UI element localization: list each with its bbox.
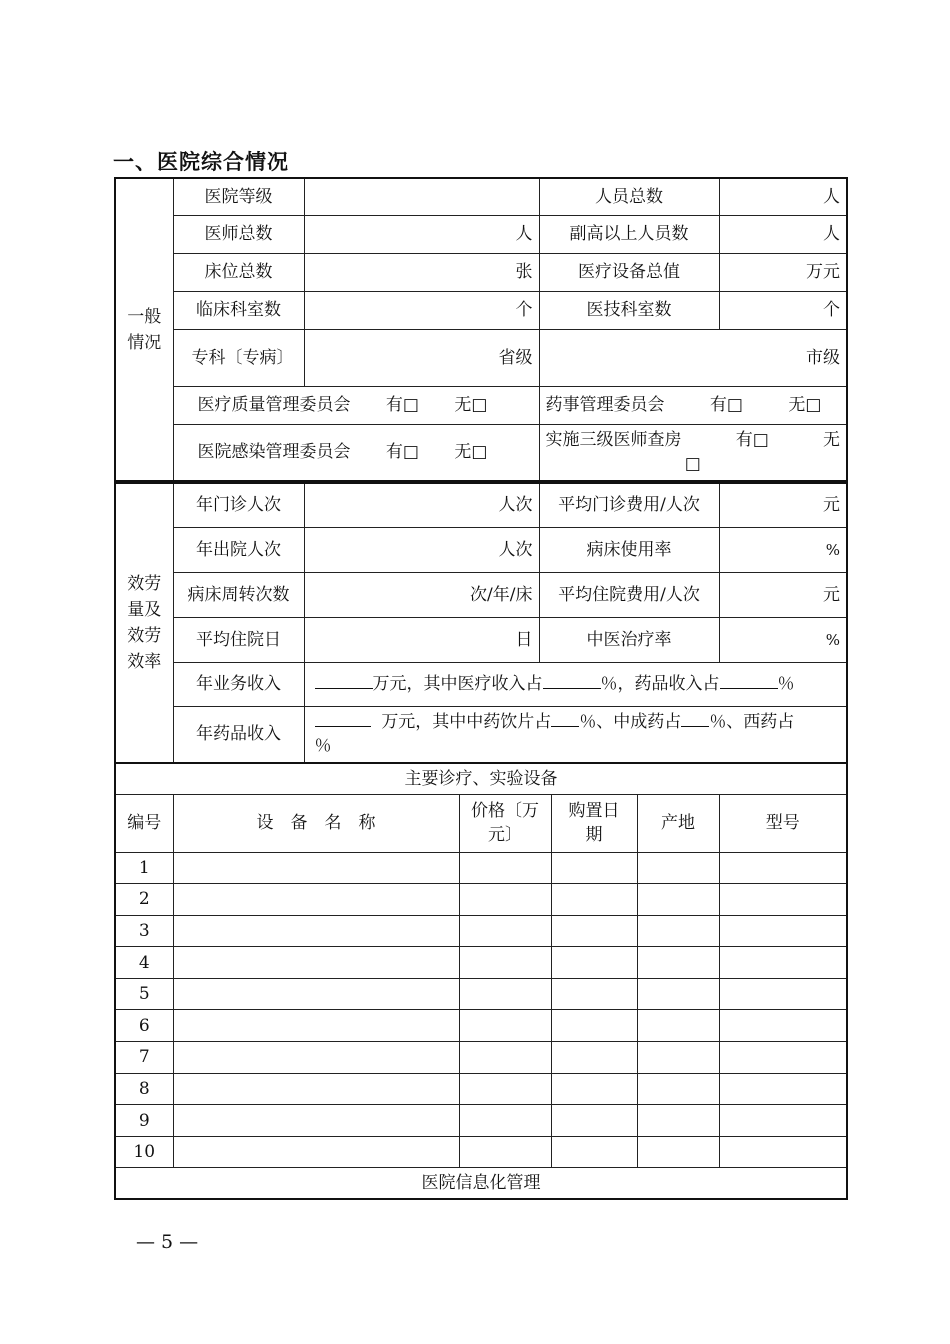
row-number: 10 <box>115 1136 173 1168</box>
equipment-price-cell[interactable] <box>459 1042 551 1074</box>
equipment-model-cell[interactable] <box>719 1136 847 1168</box>
header-price: 价格〔万元〕 <box>459 794 551 852</box>
drug-text-c: ％、西药占 <box>709 712 795 733</box>
equipment-price-cell[interactable] <box>459 852 551 884</box>
beds-label: 床位总数 <box>173 253 304 291</box>
equip-value-label: 医疗设备总值 <box>539 253 719 291</box>
equipment-name-cell[interactable] <box>173 947 459 979</box>
equipment-origin-cell[interactable] <box>637 1073 719 1105</box>
equipment-name-cell[interactable] <box>173 978 459 1010</box>
equipment-model-cell[interactable] <box>719 884 847 916</box>
row-number: 8 <box>115 1073 173 1105</box>
annual-revenue-label: 年业务收入 <box>173 662 304 706</box>
equipment-price-cell[interactable] <box>459 1010 551 1042</box>
rounds-no-box[interactable]: □ <box>684 454 701 475</box>
equipment-price-cell[interactable] <box>459 884 551 916</box>
infection-committee-label: 医院感染管理委员会 <box>197 442 351 463</box>
medical-pct-blank[interactable] <box>543 672 601 689</box>
row-number: 9 <box>115 1105 173 1137</box>
equipment-name-cell[interactable] <box>173 1105 459 1137</box>
doctor-total-field[interactable]: 人 <box>304 215 539 253</box>
equipment-origin-cell[interactable] <box>637 1136 719 1168</box>
equipment-price-cell[interactable] <box>459 978 551 1010</box>
infection-committee-row <box>173 424 539 481</box>
equipment-model-cell[interactable] <box>719 1073 847 1105</box>
table-row <box>115 1073 847 1105</box>
equipment-origin-cell[interactable] <box>637 1042 719 1074</box>
doctor-total-label: 医师总数 <box>173 215 304 253</box>
pharmacy-no[interactable]: 无□ <box>788 395 822 415</box>
equipment-header-row <box>115 794 847 852</box>
city-field[interactable]: 市级 <box>539 329 847 386</box>
equipment-model-cell[interactable] <box>719 1042 847 1074</box>
equipment-model-cell[interactable] <box>719 852 847 884</box>
drug-text-d: ％ <box>314 736 332 757</box>
herbal-pct-blank[interactable] <box>551 710 579 727</box>
avg-outpatient-cost-field[interactable]: 元 <box>719 483 847 527</box>
equipment-title: 主要诊疗、实验设备 <box>115 763 847 794</box>
row-number: 5 <box>115 978 173 1010</box>
info-mgmt-title: 医院信息化管理 <box>115 1168 847 1199</box>
bed-turnover-label: 病床周转次数 <box>173 572 304 617</box>
tcm-rate-label: 中医治疗率 <box>539 617 719 662</box>
clinic-depts-field[interactable]: 个 <box>304 291 539 329</box>
equipment-model-cell[interactable] <box>719 1105 847 1137</box>
bed-turnover-field[interactable]: 次/年/床 <box>304 572 539 617</box>
equipment-origin-cell[interactable] <box>637 1105 719 1137</box>
table-row <box>115 1042 847 1074</box>
pharmacy-committee-row <box>539 386 847 424</box>
staff-total-field[interactable]: 人 <box>719 178 847 215</box>
pharmacy-yes[interactable]: 有□ <box>709 395 743 415</box>
row-number: 4 <box>115 947 173 979</box>
senior-staff-field[interactable]: 人 <box>719 215 847 253</box>
equipment-date-cell[interactable] <box>551 915 637 947</box>
equipment-price-cell[interactable] <box>459 947 551 979</box>
drug-blank[interactable] <box>315 710 371 727</box>
section-title: 一、医院综合情况 <box>113 150 289 174</box>
header-date: 购置日期 <box>551 794 637 852</box>
quality-yes[interactable]: 有□ <box>385 395 419 415</box>
tcm-rate-field[interactable]: % <box>719 617 847 662</box>
row-number: 1 <box>115 852 173 884</box>
equipment-name-cell[interactable] <box>173 915 459 947</box>
equipment-table <box>114 762 848 1200</box>
table-row <box>115 1105 847 1137</box>
bed-usage-field[interactable]: % <box>719 527 847 572</box>
equipment-date-cell[interactable] <box>551 1042 637 1074</box>
provincial-field[interactable]: 省级 <box>304 329 539 386</box>
equipment-price-cell[interactable] <box>459 1136 551 1168</box>
annual-drug-label: 年药品收入 <box>173 706 304 763</box>
equipment-name-cell[interactable] <box>173 1136 459 1168</box>
tech-depts-field[interactable]: 个 <box>719 291 847 329</box>
avg-stay-label: 平均住院日 <box>173 617 304 662</box>
avg-stay-field[interactable]: 日 <box>304 617 539 662</box>
equipment-date-cell[interactable] <box>551 884 637 916</box>
efficiency-table <box>114 482 848 764</box>
patent-pct-blank[interactable] <box>681 710 709 727</box>
hospital-level-field[interactable] <box>304 178 539 215</box>
equipment-price-cell[interactable] <box>459 1105 551 1137</box>
equipment-origin-cell[interactable] <box>637 852 719 884</box>
header-name: 设 备 名 称 <box>173 794 459 852</box>
rounds-row <box>539 424 847 481</box>
equipment-price-cell[interactable] <box>459 1073 551 1105</box>
equipment-date-cell[interactable] <box>551 852 637 884</box>
header-number: 编号 <box>115 794 173 852</box>
revenue-text-a: 万元，其中医疗收入占 <box>372 674 543 694</box>
table-row <box>115 915 847 947</box>
staff-total-label: 人员总数 <box>539 178 719 215</box>
row-number: 7 <box>115 1042 173 1074</box>
equipment-date-cell[interactable] <box>551 978 637 1010</box>
table-row <box>115 978 847 1010</box>
equipment-name-cell[interactable] <box>173 884 459 916</box>
annual-revenue-field[interactable] <box>304 662 847 706</box>
equipment-price-cell[interactable] <box>459 915 551 947</box>
annual-drug-field[interactable] <box>304 706 847 763</box>
hospital-level-label: 医院等级 <box>173 178 304 215</box>
clinic-depts-label: 临床科室数 <box>173 291 304 329</box>
equipment-name-cell[interactable] <box>173 1010 459 1042</box>
table-row <box>115 947 847 979</box>
table-row <box>115 1010 847 1042</box>
quality-committee-label: 医疗质量管理委员会 <box>197 395 351 415</box>
avg-inpatient-cost-label: 平均住院费用/人次 <box>539 572 719 617</box>
infection-no[interactable]: 无□ <box>454 442 488 463</box>
rounds-yes[interactable]: 有□ <box>735 430 769 451</box>
efficiency-label: 效劳 量及 效劳 效率 <box>115 483 173 763</box>
quality-no[interactable]: 无□ <box>454 395 488 415</box>
table-row <box>115 852 847 884</box>
table-row <box>115 884 847 916</box>
equipment-date-cell[interactable] <box>551 1105 637 1137</box>
equipment-model-cell[interactable] <box>719 978 847 1010</box>
pharmacy-committee-label: 药事管理委员会 <box>545 395 665 415</box>
equipment-origin-cell[interactable] <box>637 1010 719 1042</box>
page-number: — 5 — <box>136 1231 199 1253</box>
tech-depts-label: 医技科室数 <box>539 291 719 329</box>
equipment-name-cell[interactable] <box>173 852 459 884</box>
equipment-origin-cell[interactable] <box>637 978 719 1010</box>
equipment-origin-cell[interactable] <box>637 947 719 979</box>
equipment-origin-cell[interactable] <box>637 884 719 916</box>
drug-text-a: 万元，其中中药饮片占 <box>381 712 552 733</box>
table-row <box>115 1136 847 1168</box>
avg-inpatient-cost-field[interactable]: 元 <box>719 572 847 617</box>
header-origin: 产地 <box>637 794 719 852</box>
equipment-name-cell[interactable] <box>173 1073 459 1105</box>
rounds-label: 实施三级医师查房 <box>545 430 682 451</box>
equipment-date-cell[interactable] <box>551 947 637 979</box>
senior-staff-label: 副高以上人员数 <box>539 215 719 253</box>
annual-outpatient-field[interactable]: 人次 <box>304 483 539 527</box>
equipment-model-cell[interactable] <box>719 947 847 979</box>
row-number: 6 <box>115 1010 173 1042</box>
revenue-text-c: ％ <box>777 674 795 694</box>
equip-value-field[interactable]: 万元 <box>719 253 847 291</box>
avg-outpatient-cost-label: 平均门诊费用/人次 <box>539 483 719 527</box>
revenue-blank[interactable] <box>315 672 373 689</box>
general-label: 一般 情况 <box>115 178 173 481</box>
drug-text-b: ％、中成药占 <box>579 712 682 733</box>
row-number: 2 <box>115 884 173 916</box>
infection-yes[interactable]: 有□ <box>385 442 419 463</box>
equipment-model-cell[interactable] <box>719 1010 847 1042</box>
specialty-label: 专科〔专病〕 <box>173 329 304 386</box>
row-number: 3 <box>115 915 173 947</box>
equipment-date-cell[interactable] <box>551 1010 637 1042</box>
beds-field[interactable]: 张 <box>304 253 539 291</box>
annual-outpatient-label: 年门诊人次 <box>173 483 304 527</box>
quality-committee-row <box>173 386 539 424</box>
revenue-text-b: ％，药品收入占 <box>600 674 720 694</box>
bed-usage-label: 病床使用率 <box>539 527 719 572</box>
equipment-name-cell[interactable] <box>173 1042 459 1074</box>
equipment-model-cell[interactable] <box>719 915 847 947</box>
general-table <box>114 177 848 482</box>
header-model: 型号 <box>719 794 847 852</box>
equipment-origin-cell[interactable] <box>637 915 719 947</box>
annual-discharge-label: 年出院人次 <box>173 527 304 572</box>
equipment-date-cell[interactable] <box>551 1073 637 1105</box>
annual-discharge-field[interactable]: 人次 <box>304 527 539 572</box>
equipment-date-cell[interactable] <box>551 1136 637 1168</box>
rounds-no[interactable]: 无 <box>823 430 840 451</box>
drug-pct-blank[interactable] <box>720 672 778 689</box>
